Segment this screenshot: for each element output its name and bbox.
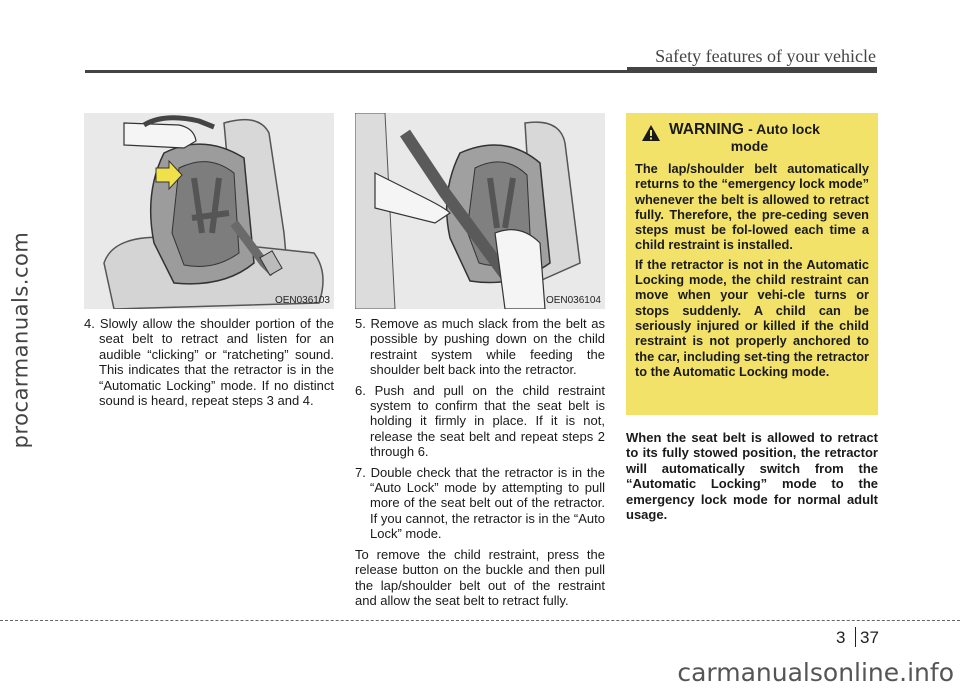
side-watermark-text: procarmanuals.com bbox=[8, 231, 32, 449]
figure-seat-belt-retract bbox=[84, 113, 334, 309]
chapter-number: 3 bbox=[836, 628, 846, 647]
warning-triangle-icon bbox=[641, 124, 661, 142]
figure-code: OEN036103 bbox=[274, 295, 330, 306]
bottom-watermark: carmanualsonline.info bbox=[677, 658, 954, 687]
section-title: Safety features of your vehicle bbox=[655, 46, 876, 66]
step-6: 6. Push and pull on the child restraint system to confirm that the seat belt is holding it firmly in place. If it is not, release the seat belt and repeat steps 2 through 6. bbox=[355, 382, 605, 460]
page-number-separator bbox=[855, 627, 856, 647]
warning-box bbox=[626, 113, 878, 415]
warning-paragraph: If the retractor is not in the Automatic Locking mode, the child restraint can move when your vehi-cle turns or stops suddenly. A child can be seriously injured or killed if the child restraint is not properly anchored to the car, including set-ting the retractor to the Automatic Locking mode. bbox=[635, 256, 869, 379]
removal-paragraph: To remove the child restraint, press the release button on the buckle and then pull the lap/shoulder belt out of the restraint and allow the seat belt to retract fully. bbox=[355, 546, 605, 608]
side-watermark bbox=[2, 130, 38, 550]
figure-seat-belt-slack bbox=[355, 113, 605, 309]
column-2-text bbox=[355, 316, 605, 608]
warning-title bbox=[669, 121, 820, 155]
warning-heading bbox=[641, 121, 869, 155]
header-rule-accent bbox=[627, 67, 877, 73]
step-7: 7. Double check that the retractor is in the “Auto Lock” mode by attempting to pull more of the seat belt out of the retractor. If you cannot, the retractor is in the “Auto Lock” mode. bbox=[355, 464, 605, 542]
seat-illustration-2 bbox=[355, 113, 605, 309]
column-3-text: When the seat belt is allowed to retract to its fully stowed position, the retractor will automatically switch from the “Automatic Locking” mode to the emergency lock mode for normal adult usage. bbox=[626, 430, 878, 523]
warning-subtitle-2: mode bbox=[730, 138, 769, 154]
step-4: 4. Slowly allow the shoulder portion of the seat belt to retract and listen for an audible “clicking” or “ratcheting” sound. This indicates that the retractor is in the “Automatic Locking” mode. If no distinct sound is heard, repeat steps 3 and 4. bbox=[84, 316, 334, 409]
warning-subtitle: - Auto lock bbox=[748, 121, 820, 137]
figure-code: OEN036104 bbox=[545, 295, 601, 306]
column-1-text bbox=[84, 316, 334, 413]
warning-paragraph: The lap/shoulder belt automatically returns to the “emergency lock mode” whenever the belt is allowed to retract fully. Therefore, the pre-ceding seven steps must be fol-lowed each time a child restraint is installed. bbox=[635, 161, 869, 253]
step-5: 5. Remove as much slack from the belt as possible by pushing down on the child restraint system while feeding the shoulder belt back into the retractor. bbox=[355, 316, 605, 378]
footer-rule bbox=[0, 620, 960, 621]
page-number: 37 bbox=[860, 628, 879, 647]
seat-illustration-1 bbox=[84, 113, 334, 309]
warning-word: WARNING bbox=[669, 121, 744, 138]
